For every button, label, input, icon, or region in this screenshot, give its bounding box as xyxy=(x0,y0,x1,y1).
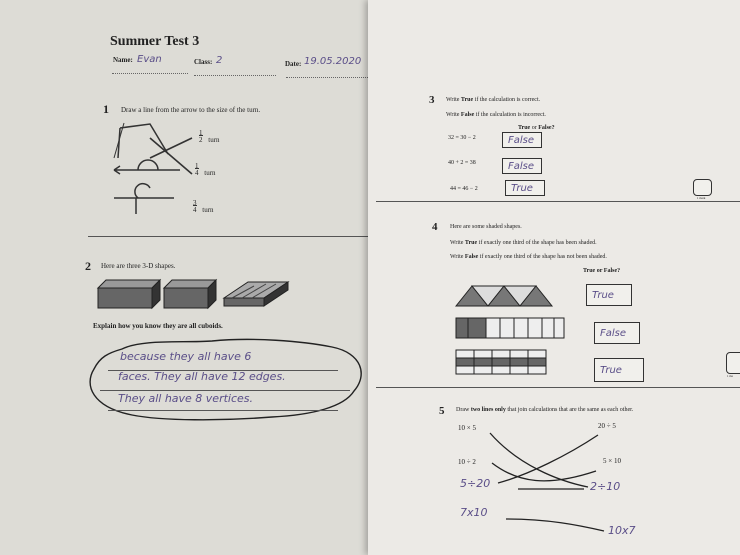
q3-answer-box-2[interactable]: False xyxy=(502,158,542,174)
name-label: Name: xyxy=(113,56,133,64)
date-label: Date: xyxy=(285,60,302,68)
q3-instruction-2: Write False if the calculation is incorrect. xyxy=(446,112,546,118)
cuboid-shapes xyxy=(96,276,296,316)
q3-column-header: True or False? xyxy=(518,125,555,131)
q4-answer-box-1[interactable]: True xyxy=(586,284,632,306)
q4-instruction-2: Write False if exactly one third of the shape has not been shaded. xyxy=(450,254,607,260)
q1-answer-lines xyxy=(130,130,210,190)
class-line xyxy=(194,75,276,77)
q4-instruction-1: Write True if exactly one third of the shape has been shaded. xyxy=(450,240,597,246)
q2-prompt: Explain how you know they are all cuboids. xyxy=(93,322,223,330)
q5-right-item-3: 2÷10 xyxy=(590,480,621,493)
q3-mark-text: 1 mark xyxy=(697,196,706,200)
date-value: 19.05.2020 xyxy=(304,56,362,67)
q5-number: 5 xyxy=(439,405,445,417)
test-title: Summer Test 3 xyxy=(110,34,200,49)
q3-number: 3 xyxy=(429,94,435,106)
q3-mark-box xyxy=(693,179,712,196)
q4-mark-text: 1 ma xyxy=(727,374,733,378)
right-test-sheet xyxy=(368,0,740,555)
name-value: Evan xyxy=(137,54,162,65)
q3-calc-2: 40 + 2 = 38 xyxy=(448,160,476,166)
q3-calc-1: 32 = 30 − 2 xyxy=(448,135,476,141)
turn-quarter: $\frac{1}{4}$ turn xyxy=(195,162,216,177)
q5-right-item-1: 20 ÷ 5 xyxy=(598,422,616,430)
q3-instruction-1: Write True if the calculation is correct. xyxy=(446,97,541,103)
q3-answer-box-3[interactable]: True xyxy=(505,180,545,196)
q4-answer-box-3[interactable]: True xyxy=(594,358,644,382)
q4-number: 4 xyxy=(432,221,438,233)
q3-answer-box-1[interactable]: False xyxy=(502,132,542,148)
q2-answer-line-2: faces. They all have 12 edges. xyxy=(118,370,286,383)
q4-text: Here are some shaded shapes. xyxy=(450,224,522,230)
q5-right-item-4: 10x7 xyxy=(608,524,636,537)
answer-line-2 xyxy=(100,390,350,391)
q2-answer-line-1: because they all have 6 xyxy=(120,350,252,363)
q2-answer-line-3: They all have 8 vertices. xyxy=(118,392,254,405)
q4-shape-grid xyxy=(456,350,566,376)
class-label: Class: xyxy=(194,58,213,66)
q4-shape-strip xyxy=(456,318,566,340)
q5-left-item-2: 10 ÷ 2 xyxy=(458,458,476,466)
q3-divider xyxy=(376,201,740,202)
q1-text: Draw a line from the arrow to the size of the turn. xyxy=(121,106,261,114)
q5-right-item-2: 5 × 10 xyxy=(603,457,621,465)
turn-three-quarter: $\frac{3}{4}$ turn xyxy=(193,199,214,214)
q4-divider xyxy=(376,387,740,388)
q5-left-item-1: 10 × 5 xyxy=(458,424,476,432)
q2-text: Here are three 3-D shapes. xyxy=(101,262,176,270)
cuboid-3-icon xyxy=(224,282,288,306)
q5-text: Draw two lines only that join calculations that are the same as each other. xyxy=(456,407,634,413)
q2-number: 2 xyxy=(85,259,91,273)
q1-divider xyxy=(88,236,372,237)
cuboid-1-icon xyxy=(98,280,160,308)
q4-mark-box xyxy=(726,352,740,374)
q3-calc-3: 44 = 46 − 2 xyxy=(450,186,478,192)
q4-answer-box-2[interactable]: False xyxy=(594,322,640,344)
q4-column-header: True or False? xyxy=(583,268,621,274)
date-line xyxy=(286,77,368,79)
name-line xyxy=(112,73,188,75)
turn-half: $\frac{1}{2}$ turn xyxy=(199,129,220,144)
q5-left-item-4: 7x10 xyxy=(460,506,488,519)
answer-line-3 xyxy=(108,410,338,411)
q4-shape-triangles xyxy=(456,284,556,308)
class-value: 2 xyxy=(216,55,223,66)
q5-drawn-lines xyxy=(478,425,628,545)
q1-number: 1 xyxy=(103,102,109,116)
q5-left-item-3: 5÷20 xyxy=(460,477,491,490)
cuboid-2-icon xyxy=(164,280,216,308)
